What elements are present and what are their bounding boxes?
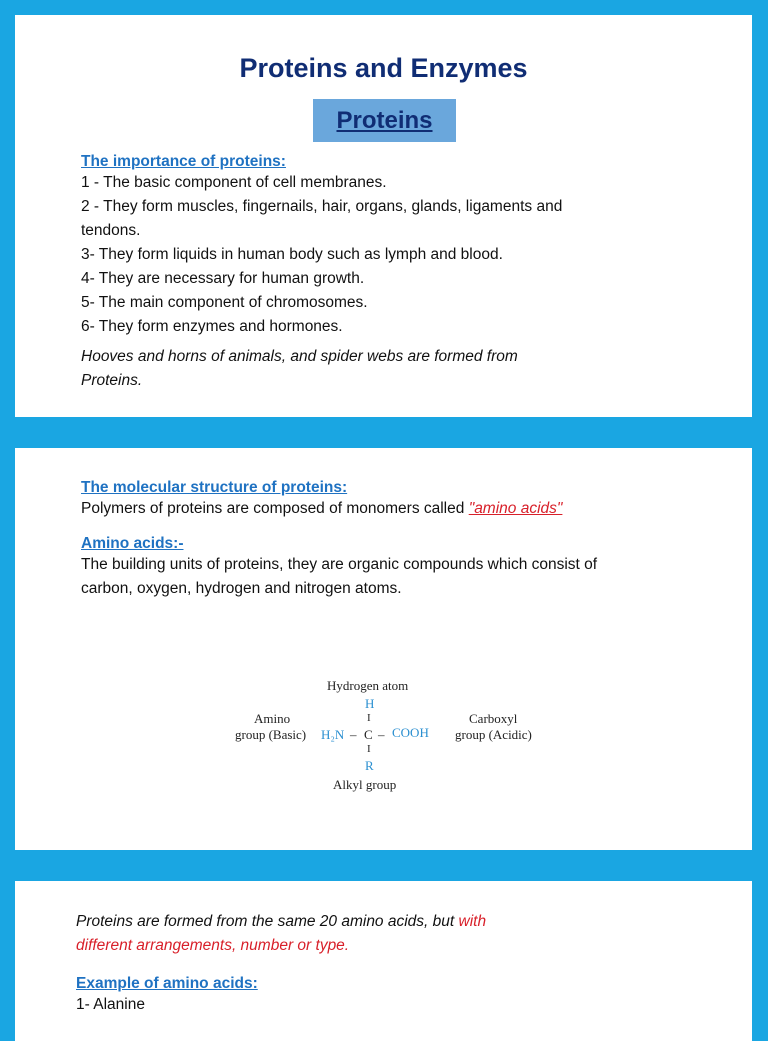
structure-text [81,497,712,521]
formation-line-1-highlight: with [458,913,487,930]
list-item: 5- The main component of chromosomes. [81,294,368,311]
carbon-symbol: C [364,727,373,742]
bond-top: I [367,712,371,724]
amino-line-2: carbon, oxygen, hydrogen and nitrogen atoms. [81,580,402,597]
list-item: 1 - The basic component of cell membranes. [81,174,387,191]
formation-line-1 [76,910,712,934]
slide-3 [15,881,752,1041]
structure-text-main: Polymers of proteins are composed of monomers called [81,500,469,517]
importance-section [81,153,712,393]
carboxyl-group-label-2: group (Acidic) [455,727,532,742]
bond-right: – [378,727,385,742]
importance-heading: The importance of proteins: [81,153,286,170]
formation-section [76,910,712,1017]
amino-acids-term: "amino acids" [468,500,563,517]
list-item: 3- They form liquids in human body such as lymph and blood. [81,246,503,263]
example-item: 1- Alanine [76,996,145,1013]
amino-heading: Amino acids:- [81,535,184,552]
bond-bottom: I [367,743,371,755]
slide-1 [15,15,752,417]
formation-line-2: different arrangements, number or type. [76,937,350,954]
list-item: 4- They are necessary for human growth. [81,270,365,287]
amino-group-label-2: group (Basic) [235,727,307,742]
subtitle: Proteins [336,106,433,134]
list-item: 6- They form enzymes and hormones. [81,318,343,335]
structure-section [81,479,712,601]
page-title: Proteins and Enzymes [239,53,528,83]
note-line-1: Hooves and horns of animals, and spider webs are formed from [81,348,518,365]
list-item: tendons. [81,222,141,239]
formation-line-1-main: Proteins are formed from the same 20 amino acids, but [76,913,459,930]
subtitle-box [313,99,456,142]
slide-2 [15,448,752,850]
hydrogen-symbol: H [365,696,375,711]
amine-symbol: H₂N [321,727,345,742]
carboxyl-group-label-1: Carboxyl [469,711,518,726]
amino-group-label-1: Amino [254,711,291,726]
carboxyl-symbol: COOH [392,725,429,740]
hydrogen-label: Hydrogen atom [327,678,409,693]
note-line-2: Proteins. [81,372,143,389]
list-item: 2 - They form muscles, fingernails, hair, organs, glands, ligaments and [81,198,563,215]
alkyl-label: Alkyl group [333,777,397,792]
structure-heading: The molecular structure of proteins: [81,479,348,496]
amino-acid-diagram [225,673,532,798]
amino-line-1: The building units of proteins, they are organic compounds which consist of [81,556,598,573]
bond-left: – [350,727,357,742]
r-group-symbol: R [365,758,374,773]
example-heading: Example of amino acids: [76,975,258,992]
